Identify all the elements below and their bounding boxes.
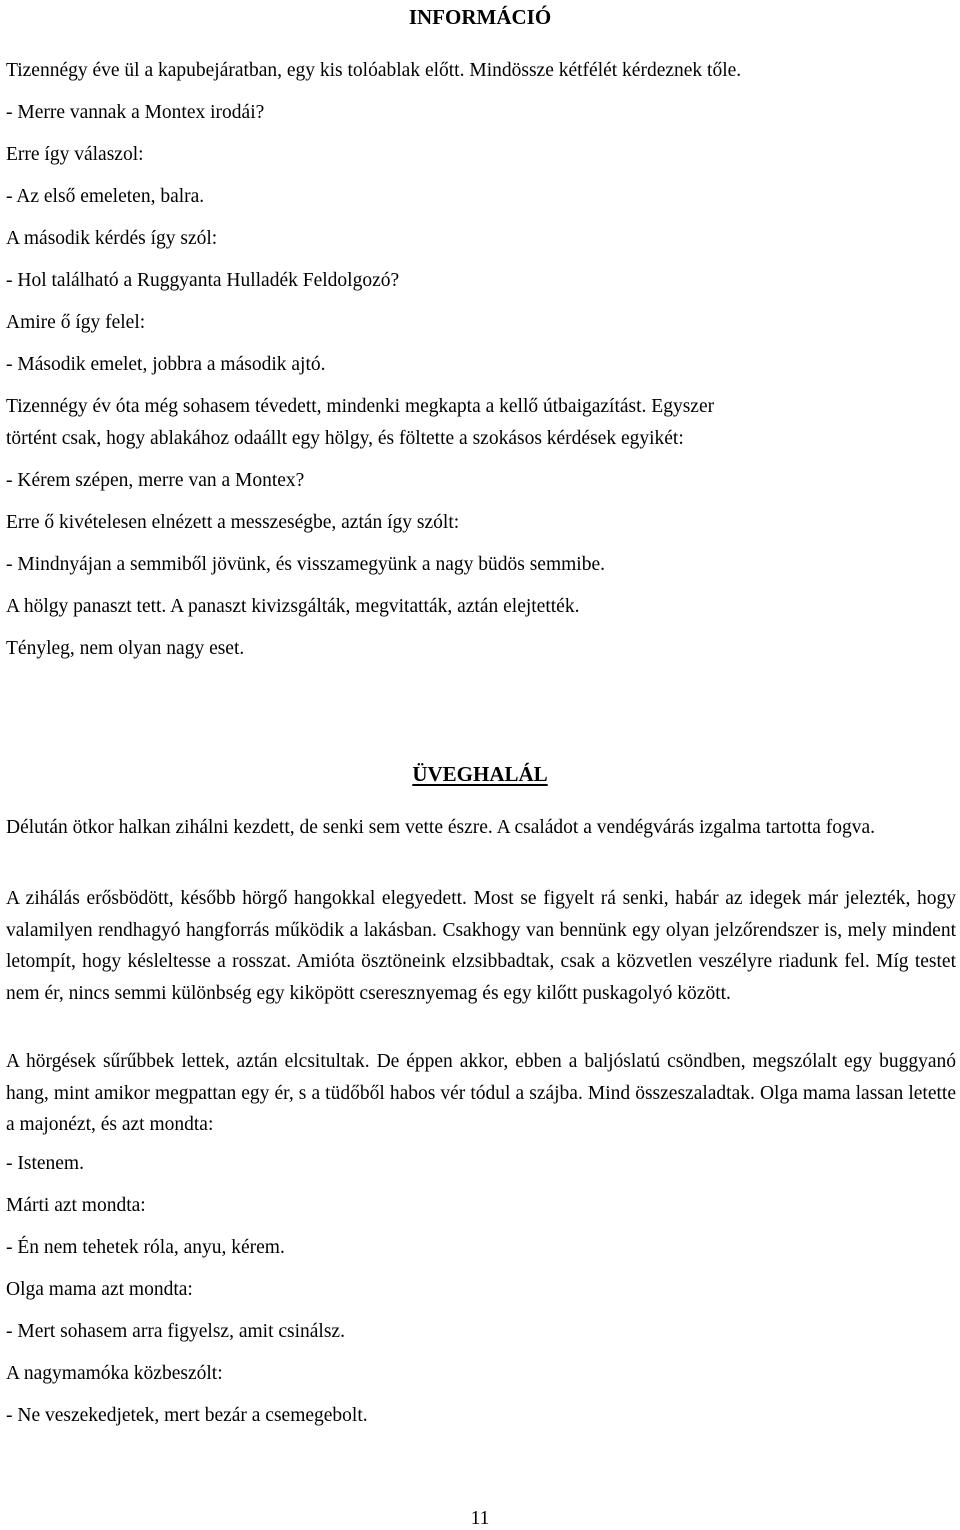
text-line: - Hol található a Ruggyanta Hulladék Feldolgozó?: [6, 270, 400, 291]
text-line: A második kérdés így szól:: [6, 228, 218, 249]
text-line: A hölgy panaszt tett. A panaszt kivizsgálták, megvitatták, aztán elejtették.: [6, 596, 580, 617]
text-line: - Mindnyájan a semmiből jövünk, és visszamegyünk a nagy büdös semmibe.: [6, 554, 605, 575]
paragraph: - Istenem.: [6, 1153, 84, 1174]
section-title-informacio: INFORMÁCIÓ: [408, 5, 552, 29]
paragraph: A nagymamóka közbeszólt:: [6, 1363, 223, 1384]
paragraph: - Ne veszekedjetek, mert bezár a csemegebolt.: [6, 1405, 368, 1426]
paragraph: - Mert sohasem arra figyelsz, amit csinálsz.: [6, 1321, 345, 1342]
text-line: Tizennégy év óta még sohasem tévedett, mindenki megkapta a kellő útbaigazítást. Egyszer: [6, 396, 715, 417]
paragraph: Márti azt mondta:: [6, 1195, 146, 1216]
section-title-uveghalal: ÜVEGHALÁL: [412, 762, 548, 786]
text-line: - Merre vannak a Montex irodái?: [6, 102, 265, 123]
page-number: 11: [470, 1508, 490, 1529]
text-line: Tényleg, nem olyan nagy eset.: [6, 638, 245, 659]
text-line: Tizennégy éve ül a kapubejáratban, egy kis tolóablak előtt. Mindössze kétfélét kérdeznek tőle.: [6, 60, 742, 81]
text-line: - Az első emeleten, balra.: [6, 186, 205, 207]
paragraph: Olga mama azt mondta:: [6, 1279, 193, 1300]
text-line: - Kérem szépen, merre van a Montex?: [6, 470, 305, 491]
text-line: Erre így válaszol:: [6, 144, 144, 165]
paragraph: - Én nem tehetek róla, anyu, kérem.: [6, 1237, 285, 1258]
text-line: történt csak, hogy ablakához odaállt egy hölgy, és föltette a szokásos kérdések egyikét:: [6, 428, 684, 449]
text-line: - Második emelet, jobbra a második ajtó.: [6, 354, 326, 375]
paragraph: A zihálás erősbödött, később hörgő hangokkal elegyedett. Most se figyelt rá senki, habár az idegek már jelezték, hogy valamilyen rendhagyó hangforrás működik a lakásban. Csakhogy van bennünk egy olyan jelzőrendszer is, mely mindent letompít, hogy késleltesse a rosszat. Amióta ösztöneink elzsibbadtak, csak a közvetlen veszélyre riadunk fel. Míg testet nem ér, nincs semmi különbség egy kiköpött cseresznyemag és egy kilőtt puskagolyó között.: [6, 888, 956, 1004]
paragraph: A hörgések sűrűbbek lettek, aztán elcsitultak. De éppen akkor, ebben a baljóslatú csöndben, megszólalt egy buggyanó hang, mint amikor megpattan egy ér, s a tüdőből habos vér tódul a szájba. Mind összeszaladtak. Olga mama lassan letette a majonézt, és azt mondta:: [6, 1051, 956, 1135]
text-line: Erre ő kivételesen elnézett a messzeségbe, aztán így szólt:: [6, 512, 460, 533]
text-line: Amire ő így felel:: [6, 312, 146, 333]
paragraph: Délután ötkor halkan zihálni kezdett, de senki sem vette észre. A családot a vendégvárás izgalma tartotta fogva.: [6, 817, 876, 838]
